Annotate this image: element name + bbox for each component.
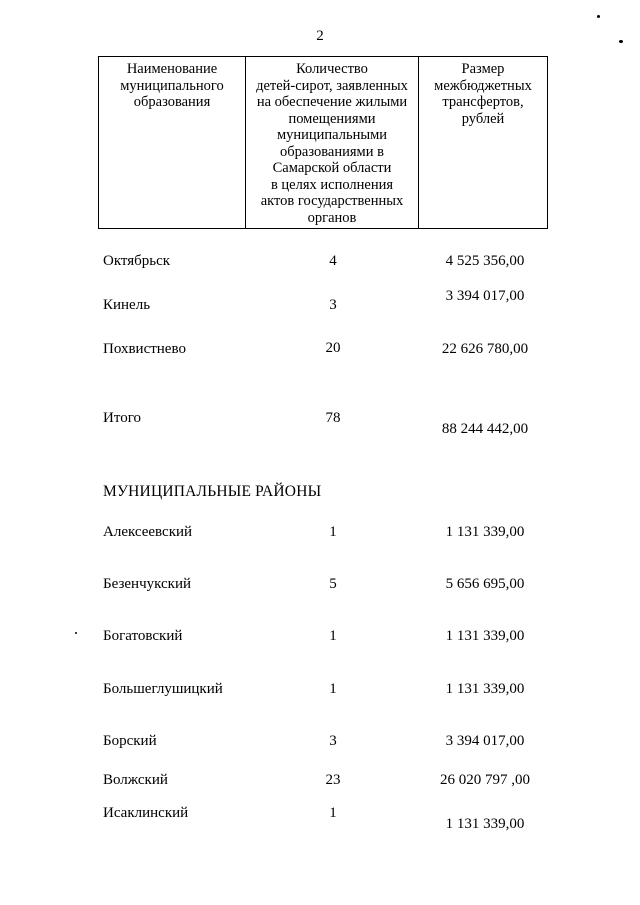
row-count: 1 [329, 805, 337, 821]
row-amount: 26 020 797 ,00 [440, 772, 530, 788]
header-line: Самарской области [272, 160, 392, 176]
total-count: 78 [325, 410, 341, 426]
header-line: рублей [461, 110, 505, 127]
scan-speck [619, 40, 623, 43]
header-line: образованиями в [280, 143, 384, 160]
row-name: Безенчукский [103, 576, 192, 592]
row-amount: 1 131 339,00 [445, 816, 525, 832]
scan-speck [597, 15, 600, 18]
header-line: образования [133, 94, 211, 110]
header-line: органов [307, 209, 357, 226]
header-table [98, 56, 548, 229]
header-line: актов государственных [260, 193, 404, 209]
header-line: Размер [461, 61, 505, 77]
header-col-count [246, 57, 419, 229]
row-count: 1 [329, 524, 337, 540]
row-count: 1 [329, 681, 337, 697]
row-amount: 5 656 695,00 [445, 576, 525, 592]
row-amount: 3 394 017,00 [445, 733, 525, 749]
header-line: на обеспечение жилыми [256, 94, 408, 110]
header-line: муниципальными [276, 127, 388, 143]
header-line: детей-сирот, заявленных [256, 77, 408, 94]
header-col-name [99, 57, 246, 229]
row-count: 23 [325, 772, 341, 788]
row-name: Исаклинский [103, 805, 189, 821]
header-col-sum [419, 57, 548, 229]
header-line: трансфертов, [442, 94, 524, 110]
header-line: межбюджетных [434, 77, 532, 94]
row-amount: 1 131 339,00 [445, 681, 525, 697]
total-name: Итого [103, 410, 141, 426]
header-line: Наименование [126, 61, 218, 77]
row-amount: 3 394 017,00 [445, 288, 525, 304]
row-name: Октябрьск [103, 253, 171, 269]
header-line: помещениями [288, 110, 376, 127]
row-name: Алексеевский [103, 524, 193, 540]
row-count: 1 [329, 628, 337, 644]
row-name: Кинель [103, 297, 151, 313]
row-count: 20 [325, 340, 341, 356]
row-amount: 1 131 339,00 [445, 524, 525, 540]
header-line: муниципального [120, 77, 224, 94]
row-name: Богатовский [103, 628, 183, 644]
header-line: Количество [296, 61, 368, 77]
row-amount: 4 525 356,00 [445, 253, 525, 269]
row-count: 3 [329, 733, 337, 749]
row-name: Волжский [103, 772, 168, 788]
page-number: 2 [316, 28, 324, 44]
total-amount: 88 244 442,00 [441, 421, 529, 437]
row-amount: 22 626 780,00 [441, 341, 529, 357]
section-title: МУНИЦИПАЛЬНЫЕ РАЙОНЫ [103, 483, 322, 500]
scan-speck [75, 632, 77, 634]
row-amount: 1 131 339,00 [445, 628, 525, 644]
row-name: Большеглушицкий [103, 681, 223, 697]
row-count: 4 [329, 253, 337, 269]
row-count: 3 [329, 297, 337, 313]
header-line: в целях исполнения [270, 176, 394, 193]
row-name: Борский [103, 733, 157, 749]
row-name: Похвистнево [103, 341, 186, 357]
row-count: 5 [329, 576, 337, 592]
